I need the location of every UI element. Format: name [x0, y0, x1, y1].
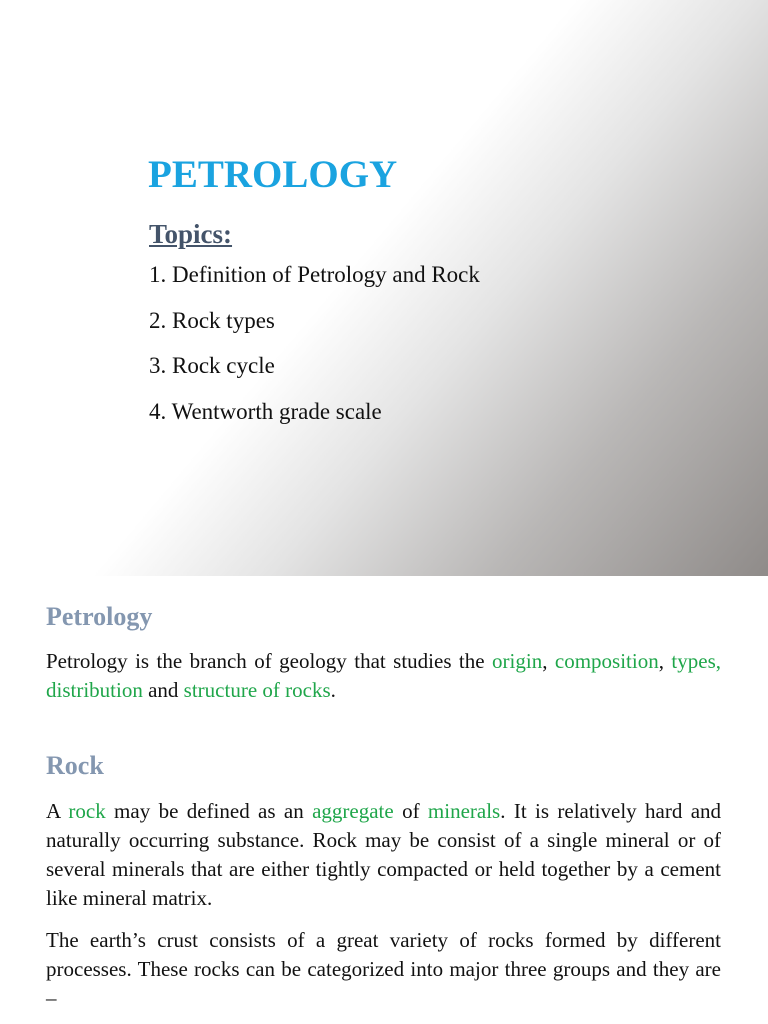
rock-groups-paragraph: The earth’s crust consists of a great variety of rocks formed by different processes. These rocks can be categorized into major three groups and they are –	[46, 928, 721, 1010]
highlight-term: aggregate	[312, 799, 394, 823]
highlight-term: minerals	[427, 799, 501, 823]
text-run: . It is relatively hard and naturally occurring substance. Rock may be consist of a single mineral or of several minerals that are either tightly compacted or held together by a cement like mineral matrix.	[46, 799, 722, 910]
topic-text: Wentworth grade scale	[171, 398, 382, 424]
highlight-term: composition	[554, 649, 659, 673]
slide-title: PETROLOGY	[148, 153, 398, 196]
topic-item-2	[149, 306, 480, 336]
text-run: Petrology is the branch of geology that studies the	[46, 649, 493, 673]
text-run: .	[330, 678, 336, 702]
text-run: may be defined as an	[105, 799, 313, 823]
topic-number: 4.	[149, 398, 167, 424]
topic-number: 3.	[149, 353, 167, 378]
section-heading-rock: Rock	[46, 751, 104, 780]
topic-text: Rock types	[172, 307, 275, 333]
topic-item-4	[149, 397, 480, 427]
highlight-term: types, distribution	[46, 649, 721, 702]
text-run: ,	[658, 649, 672, 673]
topic-item-3	[149, 351, 480, 381]
highlight-term: origin	[492, 649, 543, 673]
topics-list	[149, 260, 480, 442]
petrology-definition-paragraph	[46, 647, 721, 705]
text-run: A	[46, 799, 69, 823]
topics-heading: Topics:	[149, 219, 233, 249]
highlight-term: structure of rocks	[183, 678, 331, 702]
topic-item-1	[149, 260, 480, 290]
rock-definition-paragraph	[46, 797, 721, 913]
topic-text: Definition of Petrology and Rock	[172, 262, 480, 287]
topic-text: Rock cycle	[172, 353, 275, 378]
document-page	[46, 600, 721, 1013]
topic-number: 1.	[149, 262, 167, 287]
highlight-term: rock	[68, 799, 106, 823]
section-heading-petrology: Petrology	[46, 602, 153, 631]
text-run: ,	[542, 649, 555, 673]
topic-number: 2.	[149, 307, 167, 333]
text-run: of	[393, 799, 428, 823]
text-run: and	[142, 678, 184, 702]
